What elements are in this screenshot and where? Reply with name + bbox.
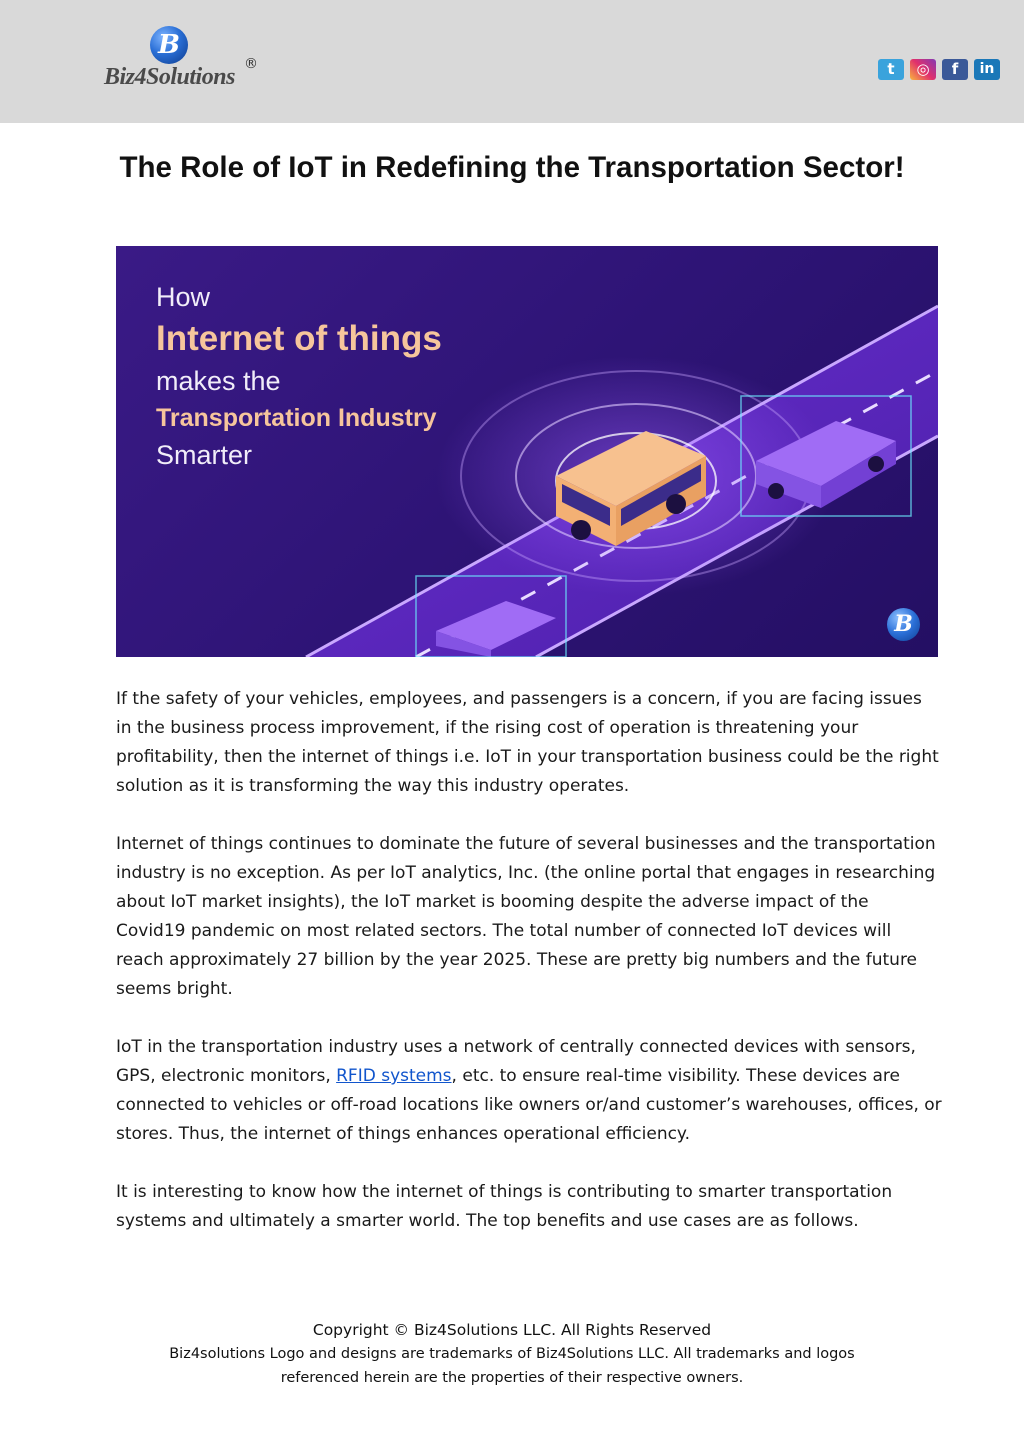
paragraph: IoT in the transportation industry uses a network of centrally connected devices with sensors, GPS, electronic monitors, RFID systems, etc. to ensure real-time visibility. These devices are connected to vehicles or off-road locations like owners or/and customer’s warehouses, offices, or stores. Thus, the internet of things enhances operational efficiency. [116, 1037, 942, 1144]
copyright-text: Copyright © Biz4Solutions LLC. All Rights Reserved [312, 1321, 712, 1339]
paragraph: It is interesting to know how the internet of things is contributing to smarter transportation systems and ultimately a smarter world. The top benefits and use cases are as follows. [116, 1182, 893, 1231]
page-footer [0, 1318, 1024, 1390]
rfid-systems-link[interactable]: RFID systems [336, 1066, 452, 1086]
paragraph: Internet of things continues to dominate the future of several businesses and the transportation industry is no exception. As per IoT analytics, Inc. (the online portal that engages in researching about IoT market insights), the IoT market is booming despite the adverse impact of the Covid19 pandemic on most related sectors. The total number of connected IoT devices will reach approximately 27 billion by the year 2025. These are pretty big numbers and the future seems bright. [116, 834, 936, 999]
trademark-text: Biz4solutions Logo and designs are trademarks of Biz4Solutions LLC. All trademarks and logos [169, 1346, 855, 1362]
facebook-icon[interactable]: f [942, 59, 968, 80]
hero-logo-badge: B [887, 608, 920, 641]
hero-line-iot: Internet of things [156, 319, 442, 358]
hero-line-how: How [156, 282, 211, 312]
social-links [878, 59, 1000, 80]
article-body [116, 685, 942, 1265]
hero-image [116, 246, 938, 657]
trademark-text: referenced herein are the properties of their respective owners. [280, 1370, 744, 1386]
hero-caption [156, 280, 442, 472]
page-header [0, 0, 1024, 123]
page-title: The Role of IoT in Redefining the Transportation Sector! [119, 151, 905, 184]
linkedin-icon[interactable]: in [974, 59, 1000, 80]
paragraph: If the safety of your vehicles, employees, and passengers is a concern, if you are facing issues in the business process improvement, if the rising cost of operation is threatening your profitability, then the internet of things i.e. IoT in your transportation business could be the right solution as it is transforming the way this industry operates. [116, 689, 939, 796]
hero-line-makes: makes the [156, 366, 281, 396]
registered-mark: ® [244, 56, 258, 72]
biz4solutions-logo[interactable] [104, 26, 264, 94]
hero-line-industry: Transportation Industry [156, 404, 437, 432]
logo-mark-icon: B [150, 26, 188, 64]
logo-text: Biz4Solutions [104, 64, 235, 90]
twitter-icon[interactable]: t [878, 59, 904, 80]
hero-line-smarter: Smarter [156, 440, 253, 470]
instagram-icon[interactable]: ◎ [910, 59, 936, 80]
